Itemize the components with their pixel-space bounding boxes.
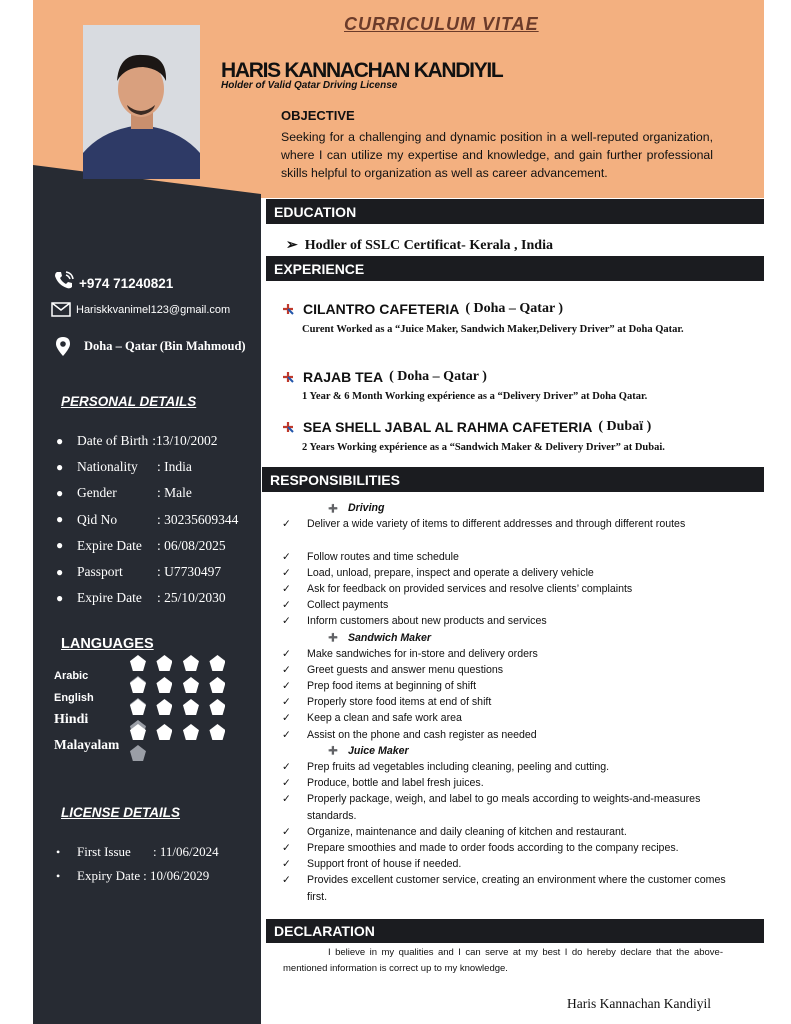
checkmark-icon: ✓: [282, 663, 291, 676]
pushpin-icon: [281, 420, 295, 434]
rating-filled-icon: [209, 677, 225, 693]
personal-detail-passport: ● Passport : U7730497: [56, 564, 222, 580]
rating-filled-icon: [156, 724, 172, 740]
responsibility-item: ✓ Make sandwiches for in-store and delivery orders: [282, 646, 732, 662]
responsibility-group-title: ➕ Juice Maker: [328, 744, 409, 757]
personal-detail-qid-expire: ● Expire Date : 06/08/2025: [56, 537, 226, 553]
responsibility-group-title: ➕ Sandwich Maker: [328, 631, 431, 644]
language-name: Arabic: [54, 670, 89, 682]
personal-detail-passport-expire: ● Expire Date : 25/10/2030: [56, 590, 226, 606]
personal-details-heading: PERSONAL DETAILS: [61, 394, 197, 409]
responsibility-item: ✓ Load, unload, prepare, inspect and operate a delivery vehicle: [282, 565, 732, 581]
pushpin-icon: [281, 302, 295, 316]
checkmark-icon: ✓: [282, 696, 291, 709]
checkmark-icon: ✓: [282, 777, 291, 790]
checkmark-icon: ✓: [282, 874, 291, 887]
rating-filled-icon: [183, 655, 199, 671]
personal-detail-dob: ● Date of Birth :13/10/2002: [56, 433, 218, 449]
arrow-bullet-icon: ➢: [286, 238, 298, 253]
responsibility-item: ✓ Inform customers about new products and services: [282, 613, 732, 629]
education-heading: EDUCATION: [266, 199, 764, 224]
location-text: Doha – Qatar (Bin Mahmoud): [84, 339, 246, 353]
phone-icon: [53, 270, 75, 290]
company-name: RAJAB TEA: [303, 369, 384, 385]
rating-filled-icon: [156, 677, 172, 693]
checkmark-icon: ✓: [282, 680, 291, 693]
rating-filled-icon: [156, 699, 172, 715]
responsibility-item: ✓ Prep fruits ad vegetables including cleaning, peeling and cutting.: [282, 759, 732, 775]
responsibility-group-title: ➕ Driving: [328, 502, 385, 515]
language-name: English: [54, 692, 94, 704]
pushpin-icon: ➕: [328, 746, 338, 756]
rating-filled-icon: [130, 699, 146, 715]
rating-filled-icon: [130, 724, 146, 740]
checkmark-icon: ✓: [282, 728, 291, 741]
rating-filled-icon: [183, 677, 199, 693]
languages-heading: LANGUAGES: [61, 636, 154, 652]
experience-heading: EXPERIENCE: [266, 256, 764, 281]
checkmark-icon: ✓: [282, 858, 291, 871]
responsibility-item: ✓ Deliver a wide variety of items to different addresses and through different routes: [282, 516, 732, 548]
responsibility-item: ✓ Collect payments: [282, 597, 732, 613]
signature: Haris Kannachan Kandiyil: [567, 996, 711, 1011]
checkmark-icon: ✓: [282, 550, 291, 563]
experience-item-2: [281, 369, 487, 385]
experience-desc-1: Curent Worked as a “Juice Maker, Sandwich Maker,Delivery Driver” at Doha Qatar.: [302, 324, 684, 335]
rating-filled-icon: [130, 677, 146, 693]
responsibility-item: ✓ Properly store food items at end of shift: [282, 694, 732, 710]
profile-photo: [83, 25, 200, 179]
checkmark-icon: ✓: [282, 647, 291, 660]
responsibility-item: ✓ Organize, maintenance and daily cleaning of kitchen and restaurant.: [282, 824, 732, 840]
checkmark-icon: ✓: [282, 841, 291, 854]
envelope-icon: [51, 302, 71, 317]
responsibility-item: ✓ Follow routes and time schedule: [282, 549, 732, 565]
responsibility-item: ✓ Greet guests and answer menu questions: [282, 662, 732, 678]
company-name: SEA SHELL JABAL AL RAHMA CAFETERIA: [303, 419, 593, 435]
declaration-heading: DECLARATION: [266, 919, 764, 943]
pushpin-icon: [281, 370, 295, 384]
personal-detail-nationality: ● Nationality : India: [56, 459, 192, 475]
candidate-subtitle: Holder of Valid Qatar Driving License: [221, 80, 398, 91]
language-rating: [130, 724, 259, 766]
contact-location: [56, 337, 246, 356]
rating-filled-icon: [183, 724, 199, 740]
experience-desc-3: 2 Years Working expérience as a “Sandwich Maker & Delivery Driver” at Dubai.: [302, 442, 665, 453]
responsibility-item: ✓ Support front of house if needed.: [282, 856, 732, 872]
checkmark-icon: ✓: [282, 712, 291, 725]
personal-detail-qid: ● Qid No : 30235609344: [56, 511, 239, 527]
checkmark-icon: ✓: [282, 599, 291, 612]
education-item: ➢ Hodler of SSLC Certificat- Kerala , India: [286, 238, 553, 253]
rating-empty-icon: [130, 745, 146, 761]
company-location: ( Doha – Qatar ): [465, 301, 564, 316]
pushpin-icon: ➕: [328, 633, 338, 643]
phone-number: +974 71240821: [79, 276, 174, 291]
checkmark-icon: ✓: [282, 582, 291, 595]
checkmark-icon: ✓: [282, 761, 291, 774]
declaration-text: I believe in my qualities and I can serve at my best I do hereby declare that the above-mentioned information is correct up to my knowledge.: [283, 947, 723, 974]
checkmark-icon: ✓: [282, 518, 291, 531]
rating-filled-icon: [209, 655, 225, 671]
candidate-name: HARIS KANNACHAN KANDIYIL: [221, 59, 503, 82]
objective-text: Seeking for a challenging and dynamic position in a well-reputed organization, where I can utilize my expertise and knowledge, and gain further professional skills helpful to organization as well as career advancement.: [281, 130, 713, 180]
pushpin-icon: ➕: [328, 503, 338, 513]
company-location: ( Doha – Qatar ): [389, 369, 487, 384]
license-details-list: [56, 840, 219, 888]
checkmark-icon: ✓: [282, 566, 291, 579]
company-name: CILANTRO CAFETERIA: [303, 301, 460, 317]
email-address: Hariskkvanimel123@gmail.com: [76, 303, 231, 316]
language-row-malayalam: [54, 734, 259, 756]
language-name: Hindi: [54, 712, 89, 727]
responsibility-item: ✓ Prepare smoothies and made to order foods according to the company recipes.: [282, 840, 732, 856]
rating-filled-icon: [130, 655, 146, 671]
rating-filled-icon: [209, 724, 225, 740]
objective-heading: OBJECTIVE: [281, 108, 355, 123]
license-details-heading: LICENSE DETAILS: [61, 805, 181, 820]
responsibilities-heading: RESPONSIBILITIES: [262, 467, 764, 492]
experience-item-3: [281, 419, 651, 435]
license-first-issue: • First Issue : 11/06/2024: [56, 844, 219, 859]
responsibility-item: ✓ Keep a clean and safe work area: [282, 710, 732, 726]
responsibility-item: ✓ Assist on the phone and cash register as needed: [282, 727, 732, 743]
company-location: ( Dubaï ): [598, 419, 652, 434]
checkmark-icon: ✓: [282, 793, 291, 806]
contact-email: [51, 302, 230, 317]
personal-detail-gender: ● Gender : Male: [56, 485, 192, 501]
responsibility-item: ✓ Ask for feedback on provided services and resolve clients’ complaints: [282, 581, 732, 597]
experience-item-1: [281, 301, 563, 317]
responsibility-item: ✓ Properly package, weigh, and label to go meals according to weights-and-measures standards.: [282, 793, 701, 822]
responsibility-item: ✓ Prep food items at beginning of shift: [282, 678, 732, 694]
rating-filled-icon: [209, 699, 225, 715]
person-portrait-icon: [83, 25, 200, 179]
rating-filled-icon: [156, 655, 172, 671]
checkmark-icon: ✓: [282, 825, 291, 838]
experience-desc-2: 1 Year & 6 Month Working expérience as a “Delivery Driver” at Doha Qatar.: [302, 391, 648, 402]
license-expiry: • Expiry Date : 10/06/2029: [56, 868, 210, 883]
checkmark-icon: ✓: [282, 615, 291, 628]
personal-details-list: [56, 428, 261, 611]
cv-title: CURRICULUM VITAE: [344, 14, 539, 34]
contact-phone: [53, 268, 173, 291]
rating-filled-icon: [183, 699, 199, 715]
responsibilities-list: [282, 500, 732, 905]
language-name: Malayalam: [54, 737, 120, 752]
responsibility-item: ✓ Produce, bottle and label fresh juices.: [282, 775, 732, 791]
location-pin-icon: [56, 337, 70, 356]
responsibility-item: ✓ Provides excellent customer service, creating an environment where the customer comes first.: [282, 874, 726, 903]
